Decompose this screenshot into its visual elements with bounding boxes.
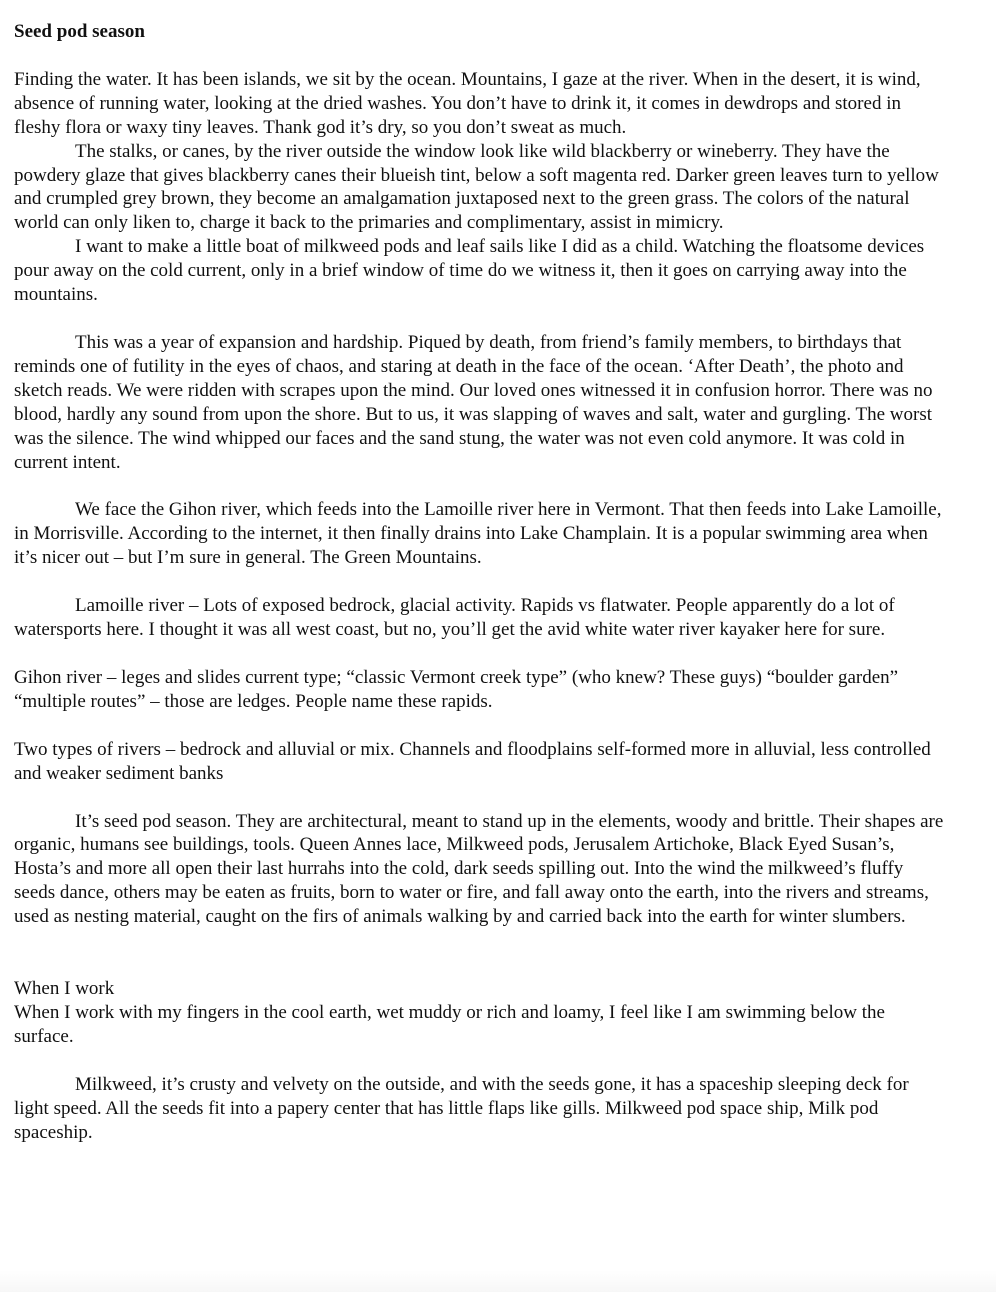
- paragraph-gihon-river: We face the Gihon river, which feeds into the Lamoille river here in Vermont. That then feeds into Lake Lamoille, in Morrisville. According to the internet, it then finally drains into Lake Champlain. It is a popular swimming area when it’s nicer out – but I’m sure in general. The Green Mountains.: [14, 499, 942, 569]
- paragraph-stalks-canes: The stalks, or canes, by the river outside the window look like wild blackberry or wineberry. They have the powdery glaze that gives blackberry canes their blueish tint, below a soft magenta red. Darker green leaves turn to yellow and crumpled grey brown, they become an amalgamation juxtaposed next to the green grass. The colors of the natural world can only liken to, charge it back to the primaries and complimentary, assist in mimicry.: [14, 140, 939, 234]
- subheading-when-i-work: When I work: [14, 978, 115, 1000]
- paragraph-river-types: Two types of rivers – bedrock and alluvial or mix. Channels and floodplains self-formed more in alluvial, less controlled and weaker sediment banks: [14, 738, 931, 784]
- paragraph-year-hardship: This was a year of expansion and hardship. Piqued by death, from friend’s family members, to birthdays that reminds one of futility in the eyes of chaos, and staring at death in the face of the ocean. ‘After Death’, the photo and sketch reads. We were ridden with scrapes upon the mind. Our loved ones witnessed it in confusion horror. There was no blood, hardly any sound from upon the shore. But to us, it was slapping of waves and salt, water and gurgling. The worst was the silence. The wind whipped our faces and the sand stung, the water was not even cold anymore. It was cold in current intent.: [14, 331, 933, 473]
- document-title: Seed pod season: [14, 21, 145, 42]
- paragraph-seed-pod-season: It’s seed pod season. They are architectural, meant to stand up in the elements, woody and brittle. Their shapes are organic, humans see buildings, tools. Queen Annes lace, Milkweed pods, Jerusalem Artichoke, Black Eyed Susan’s, Hosta’s and more all open their last hurrahs into the cold, dark seeds spilling out. Into the wind the milkweed’s fluffy seeds dance, others may be eaten as fruits, born to water or fire, and fall away onto the earth, into the rivers and streams, used as nesting material, caught on the firs of animals walking by and carried back into the earth for winter slumbers.: [14, 810, 944, 928]
- paragraph-lamoille-river: Lamoille river – Lots of exposed bedrock, glacial activity. Rapids vs flatwater. People apparently do a lot of watersports here. I thought it was all west coast, but no, you’ll get the avid white water river kayaker here for sure.: [14, 595, 895, 641]
- document-page: [14, 20, 944, 1145]
- paragraph-finding-water: Finding the water. It has been islands, we sit by the ocean. Mountains, I gaze at the river. When in the desert, it is wind, absence of running water, looking at the dried washes. You don’t have to drink it, it comes in dewdrops and stored in fleshy flora or waxy tiny leaves. Thank god it’s dry, so you don’t sweat as much.: [14, 68, 921, 138]
- paragraph-cool-earth: When I work with my fingers in the cool earth, wet muddy or rich and loamy, I feel like I am swimming below the surface.: [14, 1002, 885, 1047]
- page-bottom-edge: [0, 1270, 996, 1292]
- paragraph-milkweed-boat: I want to make a little boat of milkweed pods and leaf sails like I did as a child. Watching the floatsome devices pour away on the cold current, only in a brief window of time do we witness it, then it goes on carrying away into the mountains.: [14, 236, 925, 306]
- paragraph-gihon-notes: Gihon river – leges and slides current type; “classic Vermont creek type” (who knew? These guys) “boulder garden” “multiple routes” – those are ledges. People name these rapids.: [14, 666, 899, 712]
- paragraph-milkweed-spaceship: Milkweed, it’s crusty and velvety on the outside, and with the seeds gone, it has a spaceship sleeping deck for light speed. All the seeds fit into a papery center that has little flaps like gills. Milkweed pod space ship, Milk pod spaceship.: [14, 1073, 909, 1143]
